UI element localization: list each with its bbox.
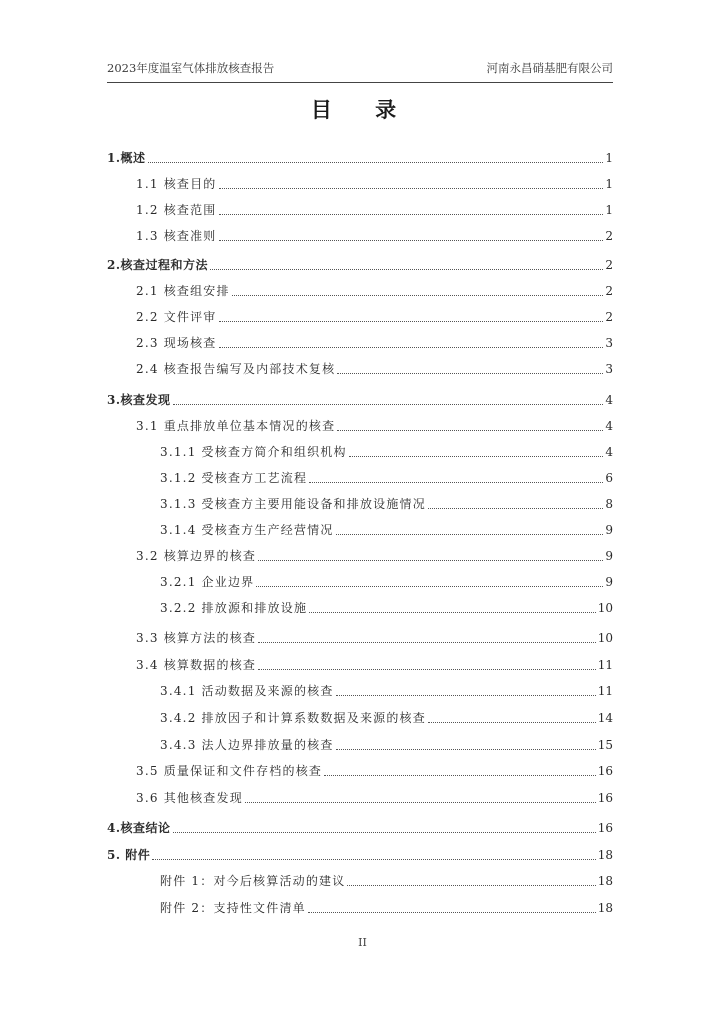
- toc-dot-leader: [324, 775, 596, 776]
- toc-entry[interactable]: [160, 898, 613, 916]
- toc-entry[interactable]: [136, 359, 613, 377]
- toc-dot-leader: [173, 832, 596, 833]
- toc-entry[interactable]: [107, 148, 613, 166]
- toc-entry[interactable]: [160, 468, 613, 486]
- toc-entry[interactable]: [160, 708, 613, 726]
- toc-entry-page-number: 16: [597, 821, 613, 835]
- toc-entry-page-number: 4: [605, 419, 613, 433]
- toc-entry-page-number: 16: [597, 791, 613, 805]
- toc-entry-label: 附件 2：支持性文件清单: [160, 901, 306, 915]
- toc-dot-leader: [152, 859, 596, 860]
- toc-dot-leader: [337, 430, 603, 431]
- toc-entry[interactable]: [136, 416, 613, 434]
- toc-entry[interactable]: [160, 442, 613, 460]
- toc-entry-page-number: 2: [605, 310, 613, 324]
- toc-entry-page-number: 4: [605, 445, 613, 459]
- toc-entry[interactable]: [160, 871, 613, 889]
- toc-entry-label: 1.概述: [107, 151, 146, 165]
- toc-dot-leader: [219, 321, 604, 322]
- toc-entry-page-number: 11: [597, 684, 613, 698]
- toc-entry-page-number: 10: [597, 601, 613, 615]
- toc-entry-page-number: 9: [605, 549, 613, 563]
- toc-dot-leader: [258, 642, 596, 643]
- toc-entry-label: 3.1.4 受核查方生产经营情况: [160, 523, 334, 537]
- toc-entry-label: 3.核查发现: [107, 393, 171, 407]
- toc-entry-label: 3.3 核算方法的核查: [136, 631, 257, 645]
- toc-entry-page-number: 6: [605, 471, 613, 485]
- toc-entry[interactable]: [136, 307, 613, 325]
- toc-entry-label: 3.1 重点排放单位基本情况的核查: [136, 419, 336, 433]
- toc-dot-leader: [258, 560, 603, 561]
- toc-dot-leader: [210, 269, 603, 270]
- header-divider: [107, 82, 613, 83]
- toc-dot-leader: [347, 885, 595, 886]
- toc-entry-label: 3.4.2 排放因子和计算系数数据及来源的核查: [160, 711, 426, 725]
- toc-entry[interactable]: [136, 788, 613, 806]
- toc-entry-page-number: 1: [605, 177, 613, 191]
- toc-entry-page-number: 3: [605, 362, 613, 376]
- toc-entry-page-number: 3: [605, 336, 613, 350]
- toc-entry-page-number: 9: [605, 523, 613, 537]
- toc-entry-label: 2.4 核查报告编写及内部技术复核: [136, 362, 336, 376]
- toc-entry-label: 3.4 核算数据的核查: [136, 658, 257, 672]
- toc-entry-label: 3.2.1 企业边界: [160, 575, 255, 589]
- toc-dot-leader: [219, 214, 604, 215]
- toc-entry[interactable]: [160, 735, 613, 753]
- toc-entry-label: 3.2 核算边界的核查: [136, 549, 257, 563]
- toc-entry-label: 2.2 文件评审: [136, 310, 217, 324]
- toc-entry-label: 3.6 其他核查发现: [136, 791, 243, 805]
- page-number: II: [358, 936, 367, 949]
- toc-entry-page-number: 1: [605, 203, 613, 217]
- toc-dot-leader: [219, 240, 604, 241]
- toc-entry[interactable]: [136, 226, 613, 244]
- toc-dot-leader: [219, 188, 604, 189]
- toc-dot-leader: [336, 534, 604, 535]
- toc-entry-page-number: 14: [597, 711, 613, 725]
- toc-dot-leader: [258, 669, 596, 670]
- toc-entry-page-number: 18: [597, 848, 613, 862]
- toc-dot-leader: [309, 612, 596, 613]
- toc-entry-page-number: 9: [605, 575, 613, 589]
- toc-entry-label: 1.3 核查准则: [136, 229, 217, 243]
- toc-entry-page-number: 1: [605, 151, 613, 165]
- toc-dot-leader: [173, 404, 604, 405]
- toc-dot-leader: [148, 162, 604, 163]
- toc-entry-page-number: 2: [605, 229, 613, 243]
- toc-dot-leader: [337, 373, 603, 374]
- toc-entry[interactable]: [107, 818, 613, 836]
- toc-entry-label: 4.核查结论: [107, 821, 171, 835]
- toc-entry-label: 3.2.2 排放源和排放设施: [160, 601, 308, 615]
- toc-dot-leader: [309, 482, 603, 483]
- toc-entry[interactable]: [160, 681, 613, 699]
- toc-dot-leader: [349, 456, 604, 457]
- toc-entry-page-number: 2: [605, 284, 613, 298]
- toc-entry-page-number: 8: [605, 497, 613, 511]
- toc-entry-label: 2.1 核查组安排: [136, 284, 230, 298]
- toc-entry-label: 附件 1：对今后核算活动的建议: [160, 874, 346, 888]
- page-title: 目 录: [310, 98, 415, 122]
- toc-entry-page-number: 4: [605, 393, 613, 407]
- toc-entry[interactable]: [107, 845, 613, 863]
- toc-entry[interactable]: [136, 655, 613, 673]
- toc-entry[interactable]: [136, 281, 613, 299]
- toc-dot-leader: [219, 347, 604, 348]
- toc-entry[interactable]: [136, 174, 613, 192]
- toc-entry-label: 5. 附件: [107, 848, 151, 862]
- toc-dot-leader: [336, 695, 596, 696]
- toc-entry-label: 3.5 质量保证和文件存档的核查: [136, 764, 323, 778]
- page-header: [107, 60, 613, 80]
- toc-entry[interactable]: [136, 628, 613, 646]
- toc-entry-page-number: 10: [597, 631, 613, 645]
- toc-entry[interactable]: [136, 200, 613, 218]
- toc-entry[interactable]: [160, 520, 613, 538]
- toc-dot-leader: [256, 586, 603, 587]
- toc-entry[interactable]: [136, 333, 613, 351]
- toc-entry-label: 2.核查过程和方法: [107, 258, 209, 272]
- toc-entry-page-number: 11: [597, 658, 613, 672]
- toc-entry-label: 3.4.1 活动数据及来源的核查: [160, 684, 334, 698]
- toc-dot-leader: [245, 802, 596, 803]
- toc-entry-page-number: 15: [597, 738, 613, 752]
- toc-entry-page-number: 2: [605, 258, 613, 272]
- toc-entry-label: 1.1 核查目的: [136, 177, 217, 191]
- toc-entry[interactable]: [136, 546, 613, 564]
- toc-entry[interactable]: [107, 255, 613, 273]
- toc-entry[interactable]: [107, 390, 613, 408]
- toc-entry-label: 3.4.3 法人边界排放量的核查: [160, 738, 334, 752]
- toc-entry-label: 3.1.1 受核查方简介和组织机构: [160, 445, 347, 459]
- toc-entry-label: 2.3 现场核查: [136, 336, 217, 350]
- toc-entry-label: 3.1.3 受核查方主要用能设备和排放设施情况: [160, 497, 426, 511]
- toc-entry[interactable]: [160, 494, 613, 512]
- toc-entry[interactable]: [136, 761, 613, 779]
- toc-dot-leader: [428, 722, 596, 723]
- toc-entry-page-number: 18: [597, 901, 613, 915]
- toc-dot-leader: [336, 749, 596, 750]
- header-company-name: 河南永昌硝基肥有限公司: [486, 61, 613, 75]
- header-report-title: 2023年度温室气体排放核查报告: [107, 61, 275, 75]
- toc-entry-page-number: 18: [597, 874, 613, 888]
- toc-entry-label: 1.2 核查范围: [136, 203, 217, 217]
- toc-dot-leader: [308, 912, 596, 913]
- toc-dot-leader: [232, 295, 604, 296]
- toc-entry-label: 3.1.2 受核查方工艺流程: [160, 471, 308, 485]
- toc-dot-leader: [428, 508, 603, 509]
- toc-entry[interactable]: [160, 598, 613, 616]
- toc-entry-page-number: 16: [597, 764, 613, 778]
- toc-entry[interactable]: [160, 572, 613, 590]
